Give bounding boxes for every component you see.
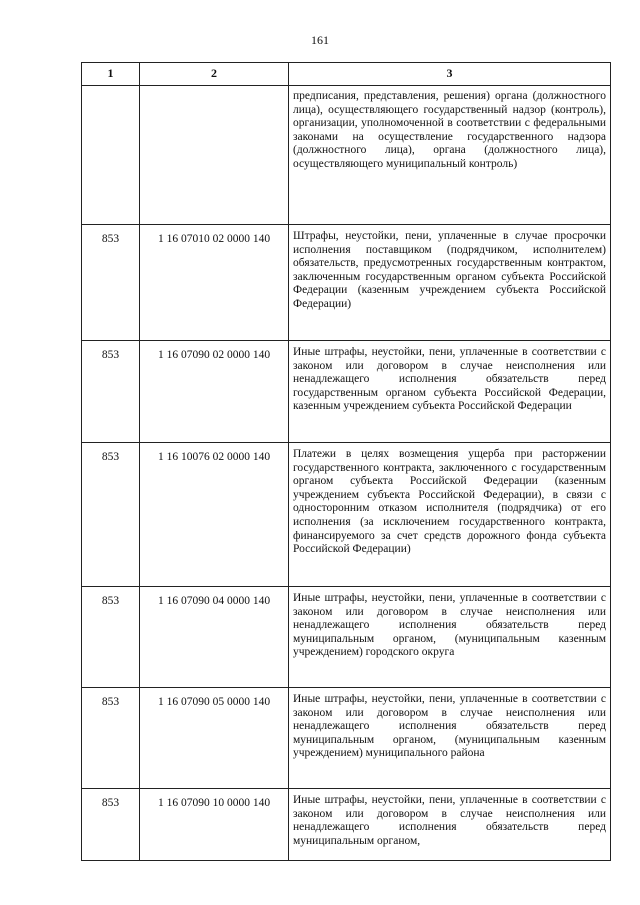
revenue-code-cell: 1 16 10076 02 0000 140 [140,443,289,587]
table-row [82,688,611,789]
table-row [82,341,611,443]
description-cell: Штрафы, неустойки, пени, уплаченные в случае просрочки исполнения поставщиком (подрядчиком, исполнителем) обязательств, предусмотренных государственным контрактом, заключенным государственным органом субъекта Российской Федерации (казенным учреждением субъекта Российской Федерации) [289,225,611,341]
table-row [82,443,611,587]
revenue-code-cell: 1 16 07090 02 0000 140 [140,341,289,443]
admin-code-cell [82,86,140,225]
table-row [82,86,611,225]
description-cell: Платежи в целях возмещения ущерба при расторжении государственного контракта, заключенного с государственным органом субъекта Российской Федерации (казенным учреждением субъекта Российской Федерации), в связи с односторонним отказом исполнителя (подрядчика) от его исполнения (за исключением государственного контракта, финансируемого за счет средств дорожного фонда субъекта Российской Федерации) [289,443,611,587]
table-row [82,587,611,688]
description-cell: Иные штрафы, неустойки, пени, уплаченные в соответствии с законом или договором в случае неисполнения или ненадлежащего исполнения обязательств перед муниципальным органом, (муниципальным казенным учреждением) городского округа [289,587,611,688]
admin-code-cell: 853 [82,225,140,341]
admin-code-cell: 853 [82,341,140,443]
admin-code-cell: 853 [82,789,140,861]
revenue-code-cell: 1 16 07090 10 0000 140 [140,789,289,861]
table-header-row [82,63,611,86]
revenue-code-cell: 1 16 07090 04 0000 140 [140,587,289,688]
revenue-codes-table [81,62,611,861]
column-header-3: 3 [289,63,611,86]
admin-code-cell: 853 [82,587,140,688]
description-cell: Иные штрафы, неустойки, пени, уплаченные в соответствии с законом или договором в случае неисполнения или ненадлежащего исполнения обязательств перед муниципальным органом, (муниципальным казенным учреждением) муниципального района [289,688,611,789]
description-cell: Иные штрафы, неустойки, пени, уплаченные в соответствии с законом или договором в случае неисполнения или ненадлежащего исполнения обязательств перед муниципальным органом, [289,789,611,861]
table-row [82,225,611,341]
table-row [82,789,611,861]
page-number: 161 [311,33,329,47]
admin-code-cell: 853 [82,443,140,587]
description-cell: Иные штрафы, неустойки, пени, уплаченные в соответствии с законом или договором в случае неисполнения или ненадлежащего исполнения обязательств перед государственным органом субъекта Российской Федерации, казенным учреждением субъекта Российской Федерации [289,341,611,443]
description-cell: предписания, представления, решения) органа (должностного лица), осуществляющего государственный надзор (контроль), организации, уполномоченной в соответствии с федеральными законами на осуществление государственного надзора (должностного лица), органа (должностного лица), осуществляющего муниципальный контроль) [289,86,611,225]
column-header-1: 1 [82,63,140,86]
revenue-code-cell: 1 16 07010 02 0000 140 [140,225,289,341]
admin-code-cell: 853 [82,688,140,789]
revenue-code-cell: 1 16 07090 05 0000 140 [140,688,289,789]
column-header-2: 2 [140,63,289,86]
revenue-code-cell [140,86,289,225]
